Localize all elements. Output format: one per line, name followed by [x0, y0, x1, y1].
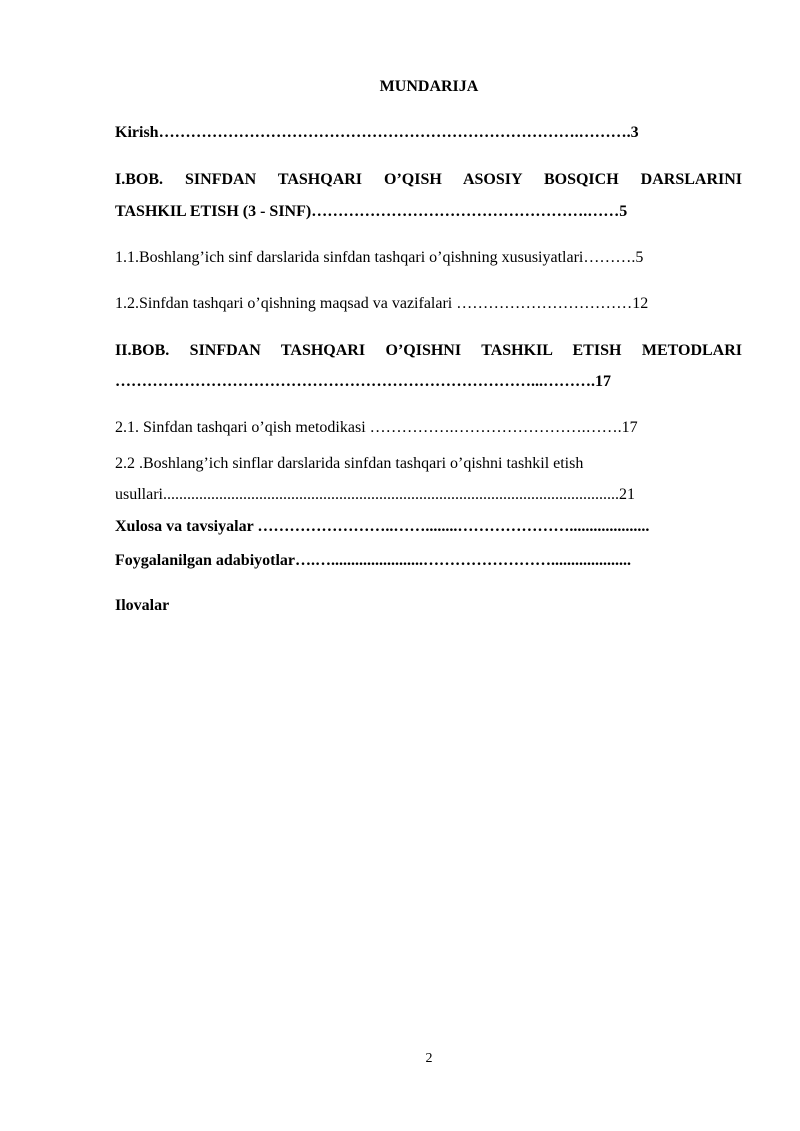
toc-kirish: Kirish…………………………………………………………………….……….3 [115, 124, 639, 141]
toc-bob2-line2: ……………………………………………………………………...……….17 [115, 373, 611, 390]
page-number: 2 [425, 1051, 433, 1066]
toc-section-2-2-line2: usullari..................................................................................................................21 [115, 486, 635, 503]
page-title: MUNDARIJA [379, 78, 479, 95]
toc-bob1-line2: TASHKIL ETISH (3 - SINF)…………………………………………….……5 [115, 203, 628, 220]
toc-xulosa: Xulosa va tavsiyalar ……………………..……........………………….................... [115, 518, 650, 535]
toc-bob1-line1: I.BOB. SINFDAN TASHQARI O’QISH ASOSIY BOSQICH DARSLARINI [115, 171, 742, 188]
toc-section-2-1: 2.1. Sinfdan tashqari o’qish metodikasi …………….…………………….…….17 [115, 419, 638, 436]
toc-section-1-2: 1.2.Sinfdan tashqari o’qishning maqsad va vazifalari ……………………………12 [115, 295, 649, 312]
toc-adabiyotlar: Foygalanilgan adabiyotlar….….......................…………………….................... [115, 552, 632, 569]
toc-section-1-1: 1.1.Boshlang’ich sinf darslarida sinfdan tashqari o’qishning xususiyatlari……….5 [115, 249, 644, 266]
toc-bob2-line1: II.BOB. SINFDAN TASHQARI O’QISHNI TASHKIL ETISH METODLARI [115, 342, 742, 359]
toc-ilovalar: Ilovalar [115, 597, 170, 614]
toc-section-2-2-line1: 2.2 .Boshlang’ich sinflar darslarida sinfdan tashqari o’qishni tashkil etish [115, 455, 584, 472]
